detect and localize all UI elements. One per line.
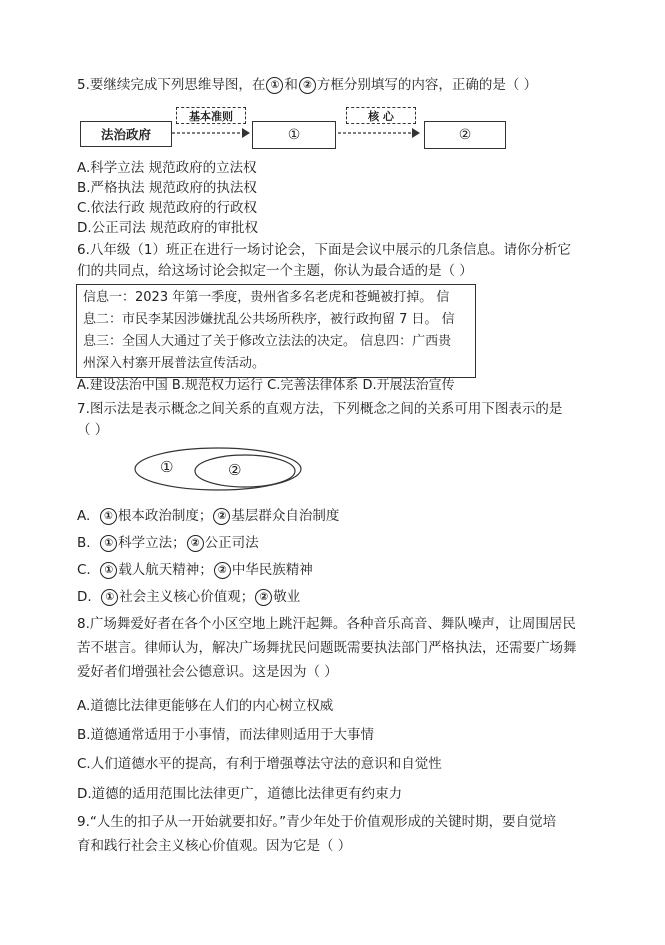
q5-stem: 5.要继续完成下列思维导图，在 ① 和 ② 方框分别填写的内容，正确的是（ ） xyxy=(77,77,538,93)
q6-info-line: 州深入村寨开展普法宣传活动。 xyxy=(83,356,266,371)
circle-1-marker: ① xyxy=(266,77,283,94)
q5-option-c: C.依法行政 规范政府的行政权 xyxy=(77,200,258,216)
q6-stem-line2: 们的共同点，给这场讨论会拟定一个主题，你认为最合适的是（ ） xyxy=(77,263,473,279)
circle-2-marker: ② xyxy=(213,508,230,525)
q6-info-line: 息二：市民李某因涉嫌扰乱公共场所秩序，被行政拘留 7 日。 信 xyxy=(83,312,455,327)
q8-stem-line: 爱好者们增强社会公德意识。这是因为（ ） xyxy=(77,664,338,680)
q8-stem-line: 8.广场舞爱好者在各个小区空地上跳汗起舞。各种音乐高音、舞队噪声，让周围居民 xyxy=(77,616,576,632)
q6-info-line: 信息一：2023 年第一季度，贵州省多名老虎和苍蝇被打掉。 信 xyxy=(83,290,450,305)
venn-label-2: ② xyxy=(228,461,242,479)
q8-option-b: B.道德通常适用于小事情，而法律则适用于大事情 xyxy=(77,727,375,743)
q7-stem-line1: 7.图示法是表示概念之间关系的直观方法，下列概念之间的关系可用下图表示的是 xyxy=(77,401,563,417)
q6-stem-line1: 6.八年级（1）班正在进行一场讨论会，下面是会议中展示的几条信息。请你分析它 xyxy=(77,242,571,258)
circle-2-marker: ② xyxy=(255,589,272,606)
q6-info-line: 息三：全国人大通过了关于修改立法法的决定。 信息四：广西贵 xyxy=(83,334,452,349)
q6-info-box xyxy=(76,284,476,378)
q5-option-d: D.公正司法 规范政府的审批权 xyxy=(77,220,258,236)
q8-option-a: A.道德比法律更能够在人们的内心树立权威 xyxy=(77,698,334,714)
q5-option-a: A.科学立法 规范政府的立法权 xyxy=(77,160,257,176)
q5-option-b: B.严格执法 规范政府的执法权 xyxy=(77,180,257,196)
mindmap-start-box: 法治政府 xyxy=(80,121,172,147)
q8-option-c: C.人们道德水平的提高，有利于增强尊法守法的意识和自觉性 xyxy=(77,756,442,772)
circle-1-marker: ① xyxy=(100,535,117,552)
q7-stem-line2: （ ） xyxy=(77,422,109,438)
mindmap-box-2: ② xyxy=(424,121,506,149)
q7-venn-diagram xyxy=(132,446,312,494)
q7-option-b: B. ① 科学立法； ② 公正司法 xyxy=(77,535,259,551)
q7-option-d: D. ① 社会主义核心价值观； ② 敬业 xyxy=(77,589,301,605)
circle-2-marker: ② xyxy=(299,77,316,94)
q8-stem-line: 苦不堪言。律师认为，解决广场舞扰民问题既需要执法部门严格执法，还需要广场舞 xyxy=(77,640,577,656)
q7-option-c: C. ① 载人航天精神； ② 中华民族精神 xyxy=(77,562,313,578)
venn-inner-ellipse xyxy=(195,455,295,487)
q6-options: A.建设法治中国 B.规范权力运行 C.完善法律体系 D.开展法治宣传 xyxy=(77,378,455,393)
venn-label-1: ① xyxy=(160,458,174,476)
q8-option-d: D.道德的适用范围比法律更广，道德比法律更有约束力 xyxy=(77,786,403,802)
circle-2-marker: ② xyxy=(187,535,204,552)
arrow-right-icon xyxy=(170,124,252,142)
circle-1-marker: ① xyxy=(100,562,117,579)
q9-stem-line: 育和践行社会主义核心价值观。因为它是（ ） xyxy=(77,838,352,854)
mindmap-arrow2-label: 核 心 xyxy=(346,107,416,124)
q9-stem-line: 9.“人生的扣子从一开始就要扣好。”青少年处于价值观形成的关键时期，要自觉培 xyxy=(77,814,557,830)
arrow-right-icon xyxy=(336,124,422,142)
circle-1-marker: ① xyxy=(101,589,118,606)
circle-2-marker: ② xyxy=(214,562,231,579)
circle-1-marker: ① xyxy=(100,508,117,525)
mindmap-box-1: ① xyxy=(252,121,336,149)
q7-option-a: A. ① 根本政治制度； ② 基层群众自治制度 xyxy=(77,508,340,524)
mindmap-arrow1-label: 基本准则 xyxy=(176,107,246,124)
